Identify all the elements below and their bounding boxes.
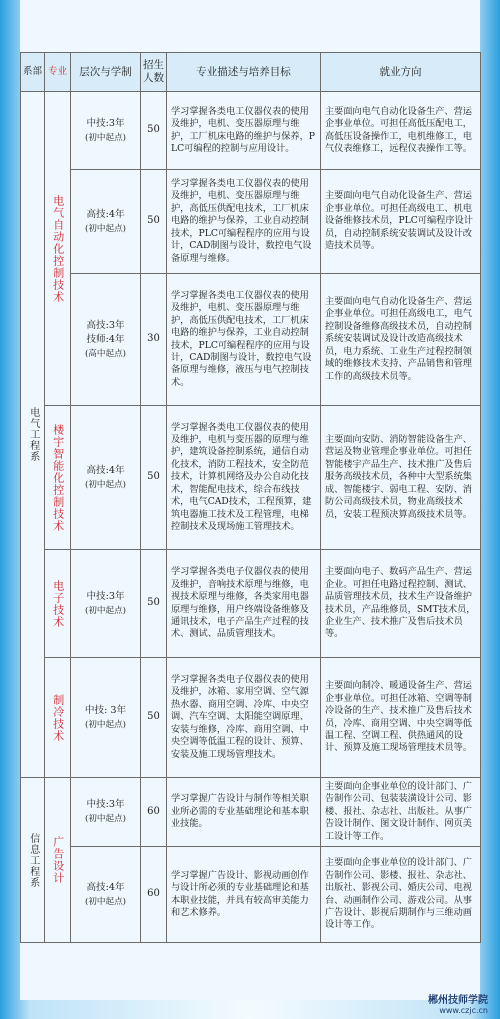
dept-name: 电气工程系 xyxy=(27,407,39,462)
enrollment-table xyxy=(20,52,481,943)
major-cell xyxy=(45,406,71,550)
job-cell: 主要面向企事业单位的设计部门、广告制作公司、包装装潢设计公司、影楼、报社、杂志社、出版社。从事广告设计制作、图文设计制作、网页美工设计等工作。 xyxy=(321,778,481,847)
desc-cell: 学习掌握各类电子仪器仪表的使用及维护，音响技术原理与维修，电视技术原理与维修，各类家用电器原理与维修，用户终端设备维修及通讯技术，电子产品生产过程的技术、测试、品质管理技术。 xyxy=(167,550,321,658)
level-main: 中技: 3年 xyxy=(84,704,127,716)
level-cell xyxy=(71,550,141,658)
level-cell xyxy=(71,847,141,943)
major-name: 电子技术 xyxy=(51,579,65,628)
table-header-row xyxy=(21,53,481,92)
header-job: 就业方向 xyxy=(321,53,481,92)
header-dept: 系部 xyxy=(21,53,45,92)
level-main-2: 技师:4年 xyxy=(86,333,125,345)
table-row xyxy=(21,406,481,550)
major-cell xyxy=(45,778,71,943)
level-main: 高技:3年 xyxy=(86,319,125,331)
job-cell: 主要面向电子、数码产品生产、营运企业。可担任电路过程控制、测试、品质管理技术员，技术生产设备维护技术员，产品维修员，SMT技术员，企业生产、技术推广及售后技术员等。 xyxy=(321,550,481,658)
major-cell xyxy=(45,658,71,778)
level-main: 中技:3年 xyxy=(86,799,125,811)
table-row xyxy=(21,92,481,170)
enroll-cell: 60 xyxy=(141,847,167,943)
desc-cell: 学习掌握各类电子仪器仪表的使用及维护，冰箱、家用空调、空气源热水器、商用空调、冷库、中央空调、汽车空调、太阳能空调原理、安装与维修，冷库、商用空调、中央空调等低温工程的设计、预算、安装及施工现场管理技术。 xyxy=(167,658,321,778)
table-row xyxy=(21,847,481,943)
level-cell xyxy=(71,658,141,778)
job-cell: 主要面向企事业单位的设计部门、广告制作公司、影楼、报社、杂志社、出版社、影视公司、婚庆公司、电视台、动画制作公司、游戏公司。从事广告设计、影视后期制作与三维动画设计等工作。 xyxy=(321,847,481,943)
level-sub: (初中起点) xyxy=(84,814,127,825)
enroll-cell: 50 xyxy=(141,658,167,778)
enrollment-table-sheet xyxy=(20,0,480,1000)
desc-cell: 学习掌握广告设计、影视动画创作与设计所必须的专业基础理论和基本职业技能，并具有较高审美能力和艺术修养。 xyxy=(167,847,321,943)
dept-name: 信息工程系 xyxy=(27,832,39,888)
level-cell xyxy=(71,92,141,170)
table-row xyxy=(21,170,481,274)
enroll-cell: 30 xyxy=(141,274,167,406)
enroll-cell: 50 xyxy=(141,170,167,274)
table-row xyxy=(21,550,481,658)
enroll-cell: 60 xyxy=(141,778,167,847)
school-url: www.czjc.cn xyxy=(439,1006,488,1015)
enroll-cell: 50 xyxy=(141,92,167,170)
major-name: 广告设计 xyxy=(51,836,65,885)
level-sub: (初中起点) xyxy=(84,605,127,616)
major-name: 制冷技术 xyxy=(51,693,65,742)
job-cell: 主要面向安防、消防智能设备生产、营运及物业管理企事业单位。可担任智能楼宇产品生产、技术推广及售后服务高级技术员，各种中大型系统集成、智能楼宇、弱电工程、安防、消防公司高级技术员，物业高级技术员，安装工程预决算高级技术员等。 xyxy=(321,406,481,550)
desc-cell: 学习掌握各类电工仪器仪表的使用及维护，电机与变压器的原理与维护，建筑设备控制系统，通信自动化技术，消防工程技术，安全防范技术，计算机网络及办公自动化技术，智能配电技术，综合布线技术，电气CAD技术，工程预算，建筑电器施工技术及工程管理，电梯控制技术及现场施工管理技术。 xyxy=(167,406,321,550)
school-name: 郴州技师学院 xyxy=(428,995,488,1006)
level-sub: (初中起点) xyxy=(84,223,127,234)
major-cell xyxy=(45,550,71,658)
major-name: 楼宇智能化控制技术 xyxy=(51,423,65,532)
table-row xyxy=(21,658,481,778)
level-sub: (初中起点) xyxy=(84,132,127,143)
desc-cell: 学习掌握各类电工仪器仪表的使用及维护，电机、变压器原理与维护，高低压供配电技术，工厂机床电路的维护与保养，工业自动控制技术，PLC可编程程序的应用与设计，CAD制图与设计，数控电气设备原理与维修，液压与电气控制技术。 xyxy=(167,274,321,406)
job-cell: 主要面向电气自动化设备生产、营运企事业单位。可担任高级电工、机电设备维修技术员，PLC可编程序设计员，自动控制系统安装调试及设计改造技术员等。 xyxy=(321,170,481,274)
level-main: 中技:3年 xyxy=(86,590,125,602)
level-main: 高技:4年 xyxy=(86,208,125,220)
school-watermark xyxy=(428,991,488,1015)
enroll-cell: 50 xyxy=(141,406,167,550)
level-sub: (初中起点) xyxy=(84,896,127,907)
major-cell xyxy=(45,92,71,406)
level-cell xyxy=(71,170,141,274)
header-major: 专业 xyxy=(45,53,71,92)
header-desc: 专业描述与培养目标 xyxy=(167,53,321,92)
desc-cell: 学习掌握各类电工仪器仪表的使用及维护，电机、变压器原理与维护，工厂机床电路的维护与保养，PLC可编程的控制与应用设计。 xyxy=(167,92,321,170)
dept-cell xyxy=(21,778,45,943)
level-sub: (高中起点) xyxy=(84,348,127,359)
level-cell xyxy=(71,778,141,847)
desc-cell: 学习掌握各类电工仪器仪表的使用及维护，电机、变压器原理与维护，高低压供配电技术，工厂机床电路的维护与保养，工业自动控制技术，PLC可编程程序的应用与设计，CAD制图与设计，数控电气设备原理与维修。 xyxy=(167,170,321,274)
table-row xyxy=(21,274,481,406)
level-main: 高技:4年 xyxy=(86,881,125,893)
level-cell xyxy=(71,406,141,550)
level-main: 高技:4年 xyxy=(86,464,125,476)
enroll-cell: 50 xyxy=(141,550,167,658)
job-cell: 主要面向电气自动化设备生产、营运企事业单位。可担任高级电工，电气控制设备维修高级技术员，自动控制系统安装调试及设计改造高级技术员，电力系统、工业生产过程控制领域的维修技术支持、产品销售和管理工作的高级技术员等。 xyxy=(321,274,481,406)
desc-cell: 学习掌握广告设计与制作等相关职业所必需的专业基础理论和基本职业技能。 xyxy=(167,778,321,847)
job-cell: 主要面向制冷、暖通设备生产、营运企事业单位。可担任冰箱、空调等制冷设备的生产、技术推广及售后技术员，冷库、商用空调、中央空调等低温工程、空调工程、供热通风的设计、预算及施工现场管理技术员等。 xyxy=(321,658,481,778)
header-level: 层次与学制 xyxy=(71,53,141,92)
level-sub: (初中起点) xyxy=(84,719,127,730)
level-sub: (初中起点) xyxy=(84,479,127,490)
table-row xyxy=(21,778,481,847)
level-main: 中技:3年 xyxy=(86,117,125,129)
level-cell xyxy=(71,274,141,406)
job-cell: 主要面向电气自动化设备生产、营运企事业单位。可担任高低压配电工，高低压设备操作工，电机维修工，电气仪表维修工，远程仪表操作工等。 xyxy=(321,92,481,170)
header-enroll: 招生人数 xyxy=(141,53,167,92)
major-name: 电气自动化控制技术 xyxy=(51,194,65,303)
dept-cell xyxy=(21,92,45,778)
